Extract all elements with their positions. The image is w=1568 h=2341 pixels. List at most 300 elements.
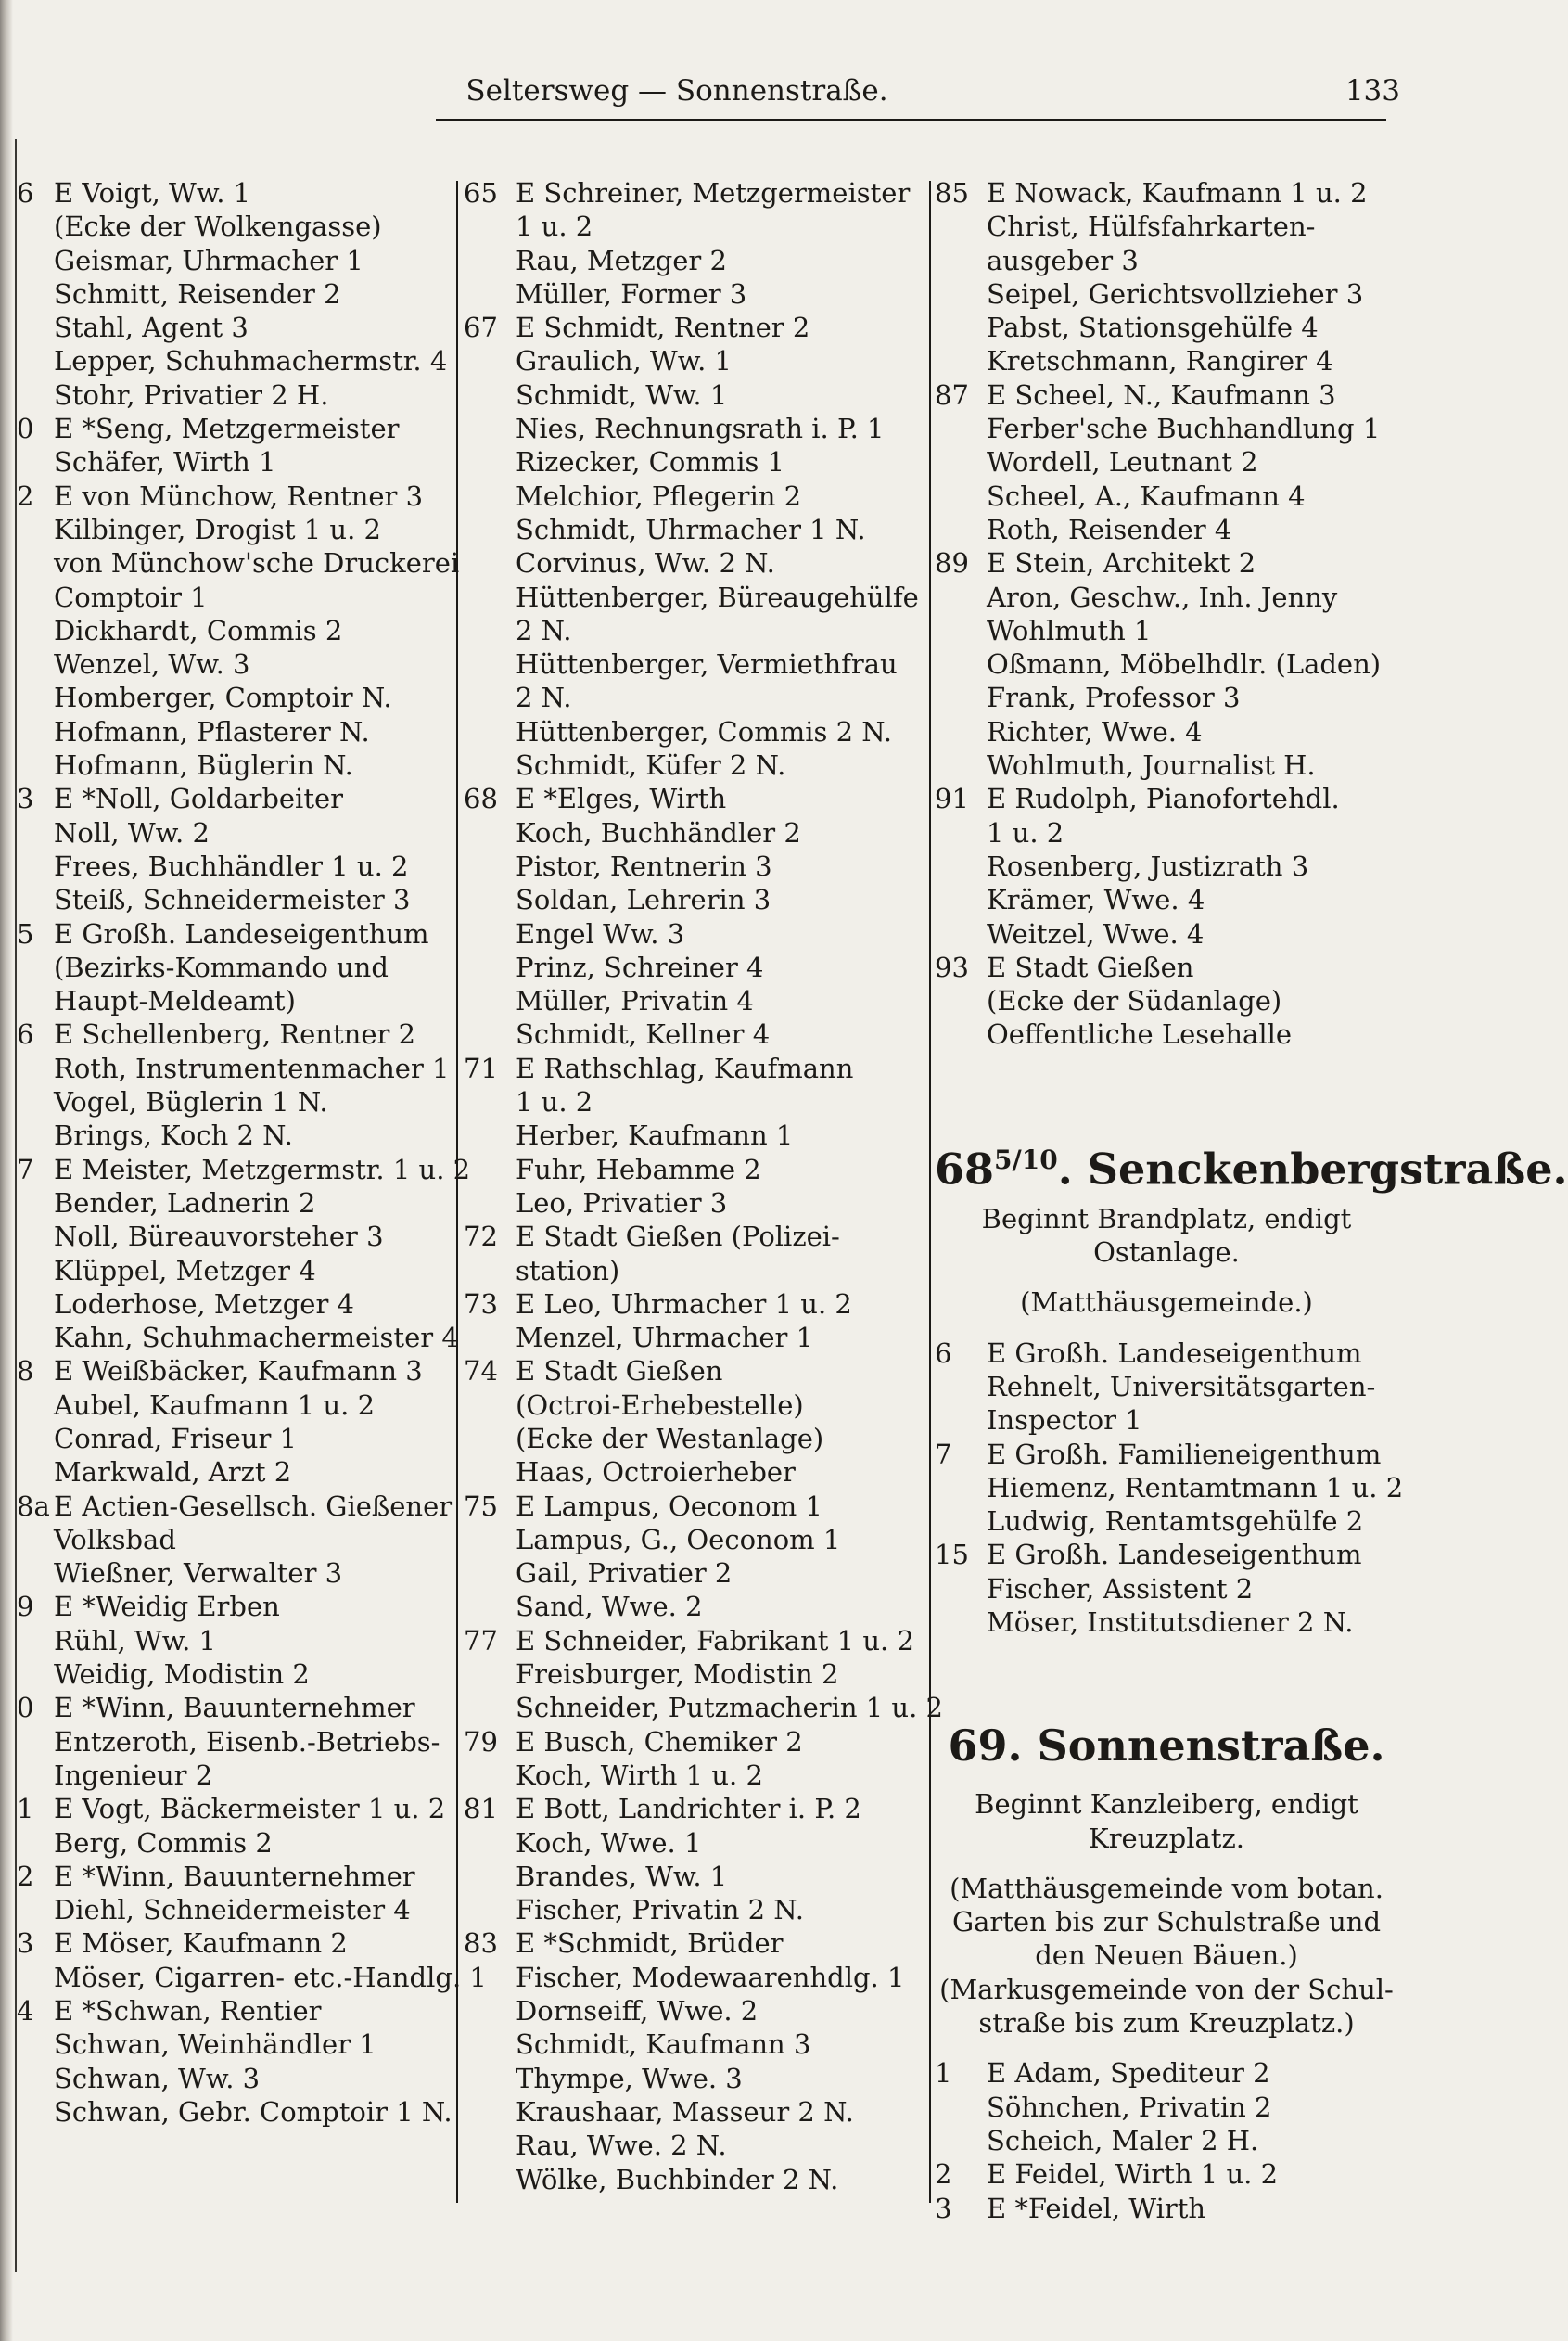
entry-text: Diehl, Schneidermeister 4 bbox=[54, 1894, 411, 1926]
header-rule bbox=[436, 119, 1386, 121]
directory-entry bbox=[935, 546, 1398, 580]
entry-text: E Weißbäcker, Kaufmann 3 bbox=[54, 1355, 423, 1388]
house-number: 73 bbox=[464, 1287, 498, 1320]
directory-entry bbox=[935, 480, 1398, 513]
entry-text: Kilbinger, Drogist 1 u. 2 bbox=[54, 513, 381, 545]
parish-note-line: Garten bis zur Schulstraße und bbox=[951, 1906, 1382, 1938]
house-number: 15 bbox=[935, 1539, 969, 1571]
directory-entry bbox=[464, 816, 927, 850]
directory-entry bbox=[17, 176, 454, 210]
entry-text: Lepper, Schuhmachermstr. 4 bbox=[54, 345, 448, 377]
entry-text: Krämer, Wwe. 4 bbox=[987, 884, 1205, 916]
directory-entry bbox=[935, 378, 1398, 412]
directory-entry bbox=[464, 1792, 927, 1825]
entry-text: E Möser, Kaufmann 2 bbox=[54, 1927, 348, 1960]
house-number: 3 bbox=[17, 783, 34, 815]
entry-text: Pistor, Rentnerin 3 bbox=[516, 850, 772, 882]
section-title-sonnenstrasse: 69. Sonnenstraße. bbox=[948, 1721, 1385, 1772]
directory-entry bbox=[28, 647, 454, 681]
parish-note-line: straße bis zum Kreuzplatz.) bbox=[978, 2007, 1355, 2040]
entry-text: Müller, Former 3 bbox=[516, 277, 747, 310]
entry-text: E Lampus, Oeconom 1 bbox=[516, 1490, 822, 1522]
directory-entry bbox=[464, 445, 927, 479]
house-number: 7 bbox=[17, 1153, 34, 1185]
entry-text: Melchior, Pflegerin 2 bbox=[516, 480, 802, 512]
directory-entry bbox=[464, 614, 927, 647]
entry-text: Gail, Privatier 2 bbox=[516, 1557, 733, 1590]
entries-seltersweg-end bbox=[935, 176, 1398, 1052]
entry-text: Ludwig, Rentamtsgehülfe 2 bbox=[987, 1505, 1364, 1538]
section-fraction: 5/10 bbox=[994, 1144, 1058, 1175]
entry-text: Roth, Instrumentenmacher 1 bbox=[54, 1052, 450, 1084]
directory-entry bbox=[935, 311, 1398, 344]
spacer bbox=[935, 1052, 1398, 1119]
street-description-line: Beginnt Kanzleiberg, endigt bbox=[975, 1788, 1358, 1821]
directory-entry bbox=[17, 917, 454, 951]
directory-entry bbox=[28, 210, 454, 243]
directory-entry bbox=[28, 1455, 454, 1489]
entry-text: Schneider, Putzmacherin 1 u. 2 bbox=[516, 1692, 943, 1724]
directory-entry bbox=[28, 1052, 454, 1085]
house-number: 68 bbox=[464, 783, 498, 815]
parish-note: (Matthäusgemeinde.) bbox=[1020, 1286, 1313, 1319]
entry-text: Möser, Institutsdiener 2 N. bbox=[987, 1605, 1354, 1638]
entry-text: Schmidt, Küfer 2 N. bbox=[516, 749, 786, 782]
house-number: 7 bbox=[935, 1438, 952, 1470]
entry-text: E *Feidel, Wirth bbox=[987, 2192, 1206, 2224]
directory-entry bbox=[935, 513, 1398, 546]
directory-entry bbox=[28, 513, 454, 546]
directory-entry bbox=[17, 782, 454, 815]
entry-text: Vogel, Büglerin 1 N. bbox=[54, 1086, 328, 1119]
entry-text: Rühl, Ww. 1 bbox=[54, 1624, 216, 1657]
entry-text: Schmidt, Kellner 4 bbox=[516, 1018, 771, 1051]
entry-text: E Schmidt, Rentner 2 bbox=[516, 312, 810, 344]
entry-text: Noll, Büreauvorsteher 3 bbox=[54, 1221, 384, 1253]
parish-note-line: (Matthäusgemeinde vom botan. bbox=[950, 1872, 1383, 1904]
directory-entry bbox=[935, 1337, 1398, 1370]
entry-text: E Stadt Gießen (Polizei- bbox=[516, 1221, 840, 1253]
house-number: 1 bbox=[935, 2057, 952, 2090]
entry-text: Frees, Buchhändler 1 u. 2 bbox=[54, 850, 409, 882]
entry-text: Prinz, Schreiner 4 bbox=[516, 951, 764, 983]
entry-text: E Schellenberg, Rentner 2 bbox=[54, 1018, 416, 1051]
directory-entry bbox=[17, 1590, 454, 1623]
directory-entry bbox=[464, 546, 927, 580]
directory-entry bbox=[935, 2124, 1398, 2157]
column-2 bbox=[464, 176, 943, 2196]
house-number: 65 bbox=[464, 177, 498, 209]
entry-text: Roth, Reisender 4 bbox=[987, 513, 1232, 545]
directory-entry bbox=[464, 782, 927, 815]
directory-entry bbox=[935, 1370, 1398, 1403]
entry-text: E *Schmidt, Brüder bbox=[516, 1927, 784, 1960]
directory-entry bbox=[28, 2028, 454, 2061]
street-description-line: Ostanlage. bbox=[1093, 1236, 1240, 1269]
entry-text: E Schreiner, Metzgermeister bbox=[516, 177, 911, 209]
directory-entry bbox=[28, 378, 454, 412]
entry-text: Fischer, Assistent 2 bbox=[987, 1572, 1254, 1605]
directory-entry bbox=[464, 748, 927, 782]
entry-text: Rehnelt, Universitätsgarten- bbox=[987, 1370, 1376, 1402]
house-number: 0 bbox=[17, 413, 34, 445]
page-number: 133 bbox=[1345, 74, 1400, 108]
directory-entry bbox=[28, 1186, 454, 1220]
entry-text: E *Noll, Goldarbeiter bbox=[54, 783, 344, 815]
directory-entry bbox=[28, 344, 454, 377]
directory-entry bbox=[464, 883, 927, 916]
directory-entry bbox=[935, 951, 1398, 984]
directory-entry bbox=[464, 1893, 927, 1926]
directory-entry bbox=[464, 1085, 927, 1119]
entry-text: Ingenieur 2 bbox=[54, 1759, 213, 1791]
directory-entry bbox=[464, 2062, 927, 2095]
entry-text: Markwald, Arzt 2 bbox=[54, 1456, 292, 1489]
entry-text: Klüppel, Metzger 4 bbox=[54, 1254, 316, 1286]
entry-text: E Adam, Spediteur 2 bbox=[987, 2057, 1270, 2090]
directory-entry bbox=[464, 210, 927, 243]
entry-text: E *Weidig Erben bbox=[54, 1591, 280, 1623]
entry-text: Homberger, Comptoir N. bbox=[54, 682, 392, 714]
directory-entry bbox=[935, 581, 1398, 614]
entry-text: (Ecke der Westanlage) bbox=[516, 1422, 824, 1454]
directory-entry bbox=[935, 2157, 1398, 2191]
directory-entry bbox=[17, 480, 454, 513]
entry-text: Lampus, G., Oeconom 1 bbox=[516, 1523, 841, 1555]
house-number: 8 bbox=[17, 1355, 34, 1388]
directory-entry bbox=[935, 984, 1398, 1017]
directory-entry bbox=[17, 1490, 454, 1523]
directory-entry bbox=[464, 681, 927, 714]
entry-text: Oßmann, Möbelhdlr. (Laden) bbox=[987, 648, 1382, 681]
column-divider-1 bbox=[456, 181, 458, 2203]
entry-text: station) bbox=[516, 1254, 620, 1286]
section-name: . Senckenbergstraße. bbox=[1057, 1144, 1568, 1195]
entry-text: E Meister, Metzgermstr. 1 u. 2 bbox=[54, 1153, 471, 1185]
directory-entry bbox=[464, 1017, 927, 1051]
house-number: 6 bbox=[935, 1337, 952, 1369]
directory-entry bbox=[464, 1860, 927, 1893]
entry-text: Haupt-Meldeamt) bbox=[54, 985, 296, 1017]
entry-text: Scheel, A., Kaufmann 4 bbox=[987, 480, 1306, 512]
spacer bbox=[935, 1639, 1398, 1704]
directory-entry bbox=[935, 244, 1398, 277]
directory-entry bbox=[17, 1860, 454, 1893]
house-number: 93 bbox=[935, 951, 969, 983]
directory-entry bbox=[464, 1994, 927, 2028]
running-header: Seltersweg — Sonnenstraße. bbox=[465, 74, 888, 108]
entry-text: Ferber'sche Buchhandlung 1 bbox=[987, 413, 1381, 445]
entry-text: Engel Ww. 3 bbox=[516, 917, 685, 950]
house-number: 6 bbox=[17, 1018, 34, 1051]
entry-text: Schäfer, Wirth 1 bbox=[54, 446, 276, 479]
directory-entry bbox=[28, 951, 454, 984]
entry-text: Wohlmuth 1 bbox=[987, 614, 1152, 646]
entry-text: Hiemenz, Rentamtmann 1 u. 2 bbox=[987, 1471, 1404, 1503]
entry-text: Oeffentliche Lesehalle bbox=[987, 1018, 1293, 1051]
directory-entry bbox=[464, 1556, 927, 1590]
house-number: 74 bbox=[464, 1355, 498, 1388]
directory-entry bbox=[464, 1725, 927, 1759]
directory-entry bbox=[464, 378, 927, 412]
entry-text: Hüttenberger, Büreaugehülfe bbox=[516, 581, 919, 613]
entry-text: ausgeber 3 bbox=[987, 244, 1139, 276]
house-number: 81 bbox=[464, 1793, 498, 1825]
house-number: 3 bbox=[935, 2192, 952, 2224]
directory-entry bbox=[17, 1926, 454, 1960]
directory-entry bbox=[464, 1490, 927, 1523]
directory-entry bbox=[464, 951, 927, 984]
entry-text: Geismar, Uhrmacher 1 bbox=[54, 244, 363, 276]
spacer bbox=[935, 2040, 1398, 2056]
entry-text: Herber, Kaufmann 1 bbox=[516, 1119, 794, 1152]
entry-text: E *Winn, Bauunternehmer bbox=[54, 1692, 415, 1724]
entry-text: Dornseiff, Wwe. 2 bbox=[516, 1995, 759, 2028]
directory-entry bbox=[464, 1422, 927, 1455]
house-number: 75 bbox=[464, 1490, 498, 1522]
directory-entry bbox=[464, 412, 927, 445]
entry-text: Leo, Privatier 3 bbox=[516, 1186, 728, 1219]
directory-entry bbox=[464, 2129, 927, 2162]
entry-text: Rizecker, Commis 1 bbox=[516, 446, 785, 479]
entry-text: Müller, Privatin 4 bbox=[516, 985, 754, 1017]
entry-text: Menzel, Uhrmacher 1 bbox=[516, 1322, 814, 1354]
spacer bbox=[935, 1855, 1398, 1872]
directory-entry bbox=[464, 1926, 927, 1960]
directory-entry bbox=[464, 1186, 927, 1220]
parish-note-line: (Markusgemeinde von der Schul- bbox=[939, 1973, 1394, 2005]
entry-text: Thympe, Wwe. 3 bbox=[516, 2062, 743, 2094]
entry-text: Schmidt, Kaufmann 3 bbox=[516, 2028, 811, 2061]
directory-entry bbox=[464, 311, 927, 344]
entry-text: E Scheel, N., Kaufmann 3 bbox=[987, 378, 1336, 411]
directory-entry bbox=[464, 917, 927, 951]
directory-entry bbox=[28, 1388, 454, 1422]
directory-entry bbox=[28, 1085, 454, 1119]
book-binding-edge bbox=[0, 0, 13, 2341]
entry-text: E von Münchow, Rentner 3 bbox=[54, 480, 424, 512]
directory-entry bbox=[464, 1254, 927, 1287]
entry-text: Fischer, Modewaarenhdlg. 1 bbox=[516, 1961, 905, 1993]
directory-entry bbox=[464, 1287, 927, 1321]
house-number: 2 bbox=[17, 480, 34, 512]
directory-entry bbox=[464, 277, 927, 311]
entry-text: (Bezirks-Kommando und bbox=[54, 951, 389, 983]
entry-text: Wenzel, Ww. 3 bbox=[54, 648, 250, 681]
house-number: 67 bbox=[464, 312, 498, 344]
entry-text: Koch, Buchhändler 2 bbox=[516, 816, 801, 849]
directory-entry bbox=[28, 244, 454, 277]
directory-entry bbox=[28, 748, 454, 782]
directory-entry bbox=[935, 277, 1398, 311]
entry-text: Richter, Wwe. 4 bbox=[987, 715, 1203, 748]
house-number: 0 bbox=[17, 1692, 34, 1724]
entry-text: E Nowack, Kaufmann 1 u. 2 bbox=[987, 177, 1368, 209]
directory-entry bbox=[17, 412, 454, 445]
directory-entry bbox=[464, 480, 927, 513]
house-number: 71 bbox=[464, 1052, 498, 1084]
entry-text: Schmidt, Ww. 1 bbox=[516, 378, 728, 411]
directory-entry bbox=[935, 1504, 1398, 1538]
entry-text: Inspector 1 bbox=[987, 1404, 1142, 1437]
entry-text: Noll, Ww. 2 bbox=[54, 816, 210, 849]
directory-entry bbox=[464, 1657, 927, 1691]
directory-entry bbox=[17, 1994, 454, 2028]
entry-text: Rosenberg, Justizrath 3 bbox=[987, 850, 1309, 882]
entry-text: E *Schwan, Rentier bbox=[54, 1995, 322, 2028]
entry-text: Scheich, Maler 2 H. bbox=[987, 2124, 1259, 2156]
directory-entry bbox=[28, 1725, 454, 1759]
directory-entry bbox=[28, 614, 454, 647]
directory-entry bbox=[28, 1893, 454, 1926]
entry-text: Hüttenberger, Vermiethfrau bbox=[516, 648, 898, 681]
entry-text: Wordell, Leutnant 2 bbox=[987, 446, 1258, 479]
directory-entry bbox=[28, 277, 454, 311]
directory-entry bbox=[935, 412, 1398, 445]
directory-entry bbox=[28, 1523, 454, 1556]
entry-text: (Ecke der Südanlage) bbox=[987, 985, 1282, 1017]
entry-text: Koch, Wirth 1 u. 2 bbox=[516, 1759, 763, 1791]
directory-entry bbox=[464, 2028, 927, 2061]
entry-text: E *Winn, Bauunternehmer bbox=[54, 1860, 415, 1892]
directory-entry bbox=[935, 681, 1398, 714]
directory-entry bbox=[28, 1759, 454, 1792]
entry-text: Freisburger, Modistin 2 bbox=[516, 1658, 839, 1691]
entry-text: E *Elges, Wirth bbox=[516, 783, 727, 815]
directory-entry bbox=[464, 1153, 927, 1186]
directory-entry bbox=[28, 311, 454, 344]
directory-entry bbox=[28, 1556, 454, 1590]
directory-entry bbox=[28, 445, 454, 479]
directory-entry bbox=[464, 1759, 927, 1792]
entry-text: Soldan, Lehrerin 3 bbox=[516, 884, 771, 916]
house-number: 2 bbox=[935, 2158, 952, 2191]
directory-entry bbox=[464, 1826, 927, 1860]
directory-entry bbox=[935, 782, 1398, 815]
entry-text: Graulich, Ww. 1 bbox=[516, 345, 732, 377]
entry-text: Schmitt, Reisender 2 bbox=[54, 277, 341, 310]
entry-text: Steiß, Schneidermeister 3 bbox=[54, 884, 411, 916]
entry-text: Brandes, Ww. 1 bbox=[516, 1860, 728, 1892]
directory-entry bbox=[935, 816, 1398, 850]
directory-entry bbox=[464, 1321, 927, 1354]
entry-text: Kahn, Schuhmachermeister 4 bbox=[54, 1322, 459, 1354]
entry-text: 2 N. bbox=[516, 614, 572, 646]
entry-text: 1 u. 2 bbox=[516, 211, 593, 243]
directory-entry bbox=[935, 210, 1398, 243]
entry-text: Aron, Geschw., Inh. Jenny bbox=[987, 581, 1338, 613]
directory-entry bbox=[935, 445, 1398, 479]
directory-entry bbox=[935, 1605, 1398, 1639]
parish-note-line: den Neuen Bäuen.) bbox=[1035, 1939, 1298, 1972]
directory-entry bbox=[935, 1538, 1398, 1571]
entry-text: E Großh. Landeseigenthum bbox=[987, 1337, 1362, 1369]
entry-text: Schmidt, Uhrmacher 1 N. bbox=[516, 513, 866, 545]
entry-text: Rau, Metzger 2 bbox=[516, 244, 727, 276]
spacer bbox=[935, 1320, 1398, 1337]
directory-entry bbox=[17, 1153, 471, 1186]
entry-text: Seipel, Gerichtsvollzieher 3 bbox=[987, 277, 1364, 310]
directory-entry bbox=[464, 2095, 927, 2129]
directory-entry bbox=[28, 1657, 454, 1691]
entry-text: Weidig, Modistin 2 bbox=[54, 1658, 310, 1691]
house-number: 77 bbox=[464, 1624, 498, 1657]
entry-text: E Stadt Gießen bbox=[987, 951, 1194, 983]
house-number: 83 bbox=[464, 1927, 498, 1960]
directory-entry bbox=[28, 1321, 459, 1354]
directory-entry bbox=[935, 2056, 1398, 2090]
entry-text: Berg, Commis 2 bbox=[54, 1826, 273, 1859]
directory-entry bbox=[935, 2192, 1398, 2225]
directory-entry bbox=[935, 748, 1398, 782]
entry-text: E Leo, Uhrmacher 1 u. 2 bbox=[516, 1287, 852, 1320]
entry-text: 2 N. bbox=[516, 682, 572, 714]
entry-text: Fischer, Privatin 2 N. bbox=[516, 1894, 805, 1926]
entry-text: Schwan, Weinhändler 1 bbox=[54, 2028, 376, 2061]
directory-entry bbox=[464, 513, 927, 546]
column-divider-2 bbox=[929, 181, 931, 2203]
directory-entry bbox=[935, 1403, 1398, 1437]
directory-entry bbox=[17, 1792, 454, 1825]
house-number: 91 bbox=[935, 783, 969, 815]
directory-entry bbox=[935, 176, 1398, 210]
entry-text: E Großh. Familieneigenthum bbox=[987, 1438, 1382, 1470]
directory-entry bbox=[935, 850, 1398, 883]
entry-text: E *Seng, Metzgermeister bbox=[54, 413, 400, 445]
street-description-line: Kreuzplatz. bbox=[1089, 1822, 1244, 1854]
entry-text: E Großh. Landeseigenthum bbox=[54, 917, 429, 950]
house-number: 85 bbox=[935, 177, 969, 209]
entry-text: Wohlmuth, Journalist H. bbox=[987, 749, 1316, 782]
directory-entry bbox=[935, 883, 1398, 916]
directory-entry bbox=[28, 1220, 454, 1253]
directory-entry bbox=[28, 816, 454, 850]
directory-entry bbox=[28, 1624, 454, 1657]
entry-text: E Stadt Gießen bbox=[516, 1355, 723, 1388]
entry-text: E Voigt, Ww. 1 bbox=[54, 177, 251, 209]
entry-text: Hüttenberger, Commis 2 N. bbox=[516, 715, 892, 748]
house-number: 79 bbox=[464, 1725, 498, 1758]
entry-text: Hofmann, Büglerin N. bbox=[54, 749, 353, 782]
directory-entry bbox=[17, 1354, 454, 1388]
directory-entry bbox=[464, 344, 927, 377]
spacer bbox=[935, 1269, 1398, 1286]
entry-text: E Schneider, Fabrikant 1 u. 2 bbox=[516, 1624, 914, 1657]
entry-text: Hofmann, Pflasterer N. bbox=[54, 715, 370, 748]
directory-entry bbox=[464, 1590, 927, 1623]
entry-text: E Großh. Landeseigenthum bbox=[987, 1539, 1362, 1571]
entry-text: E Actien-Gesellsch. Gießener bbox=[54, 1490, 453, 1522]
directory-entry bbox=[464, 1455, 927, 1489]
house-number: 5 bbox=[17, 917, 34, 950]
entry-text: Sand, Wwe. 2 bbox=[516, 1591, 703, 1623]
directory-entry bbox=[935, 1471, 1404, 1504]
house-number: 4 bbox=[17, 1995, 34, 2028]
directory-entry bbox=[28, 984, 454, 1017]
entry-text: Weitzel, Wwe. 4 bbox=[987, 917, 1205, 950]
directory-entry bbox=[28, 1119, 454, 1152]
directory-entry bbox=[935, 344, 1398, 377]
directory-entry bbox=[28, 2095, 454, 2129]
entry-text: Pabst, Stationsgehülfe 4 bbox=[987, 312, 1319, 344]
entry-text: Bender, Ladnerin 2 bbox=[54, 1186, 316, 1219]
directory-entry bbox=[28, 850, 454, 883]
entry-text: E Bott, Landrichter i. P. 2 bbox=[516, 1793, 861, 1825]
directory-entry bbox=[935, 917, 1398, 951]
directory-entry bbox=[17, 1691, 454, 1724]
entry-text: Dickhardt, Commis 2 bbox=[54, 614, 343, 646]
entry-text: Kretschmann, Rangirer 4 bbox=[987, 345, 1333, 377]
